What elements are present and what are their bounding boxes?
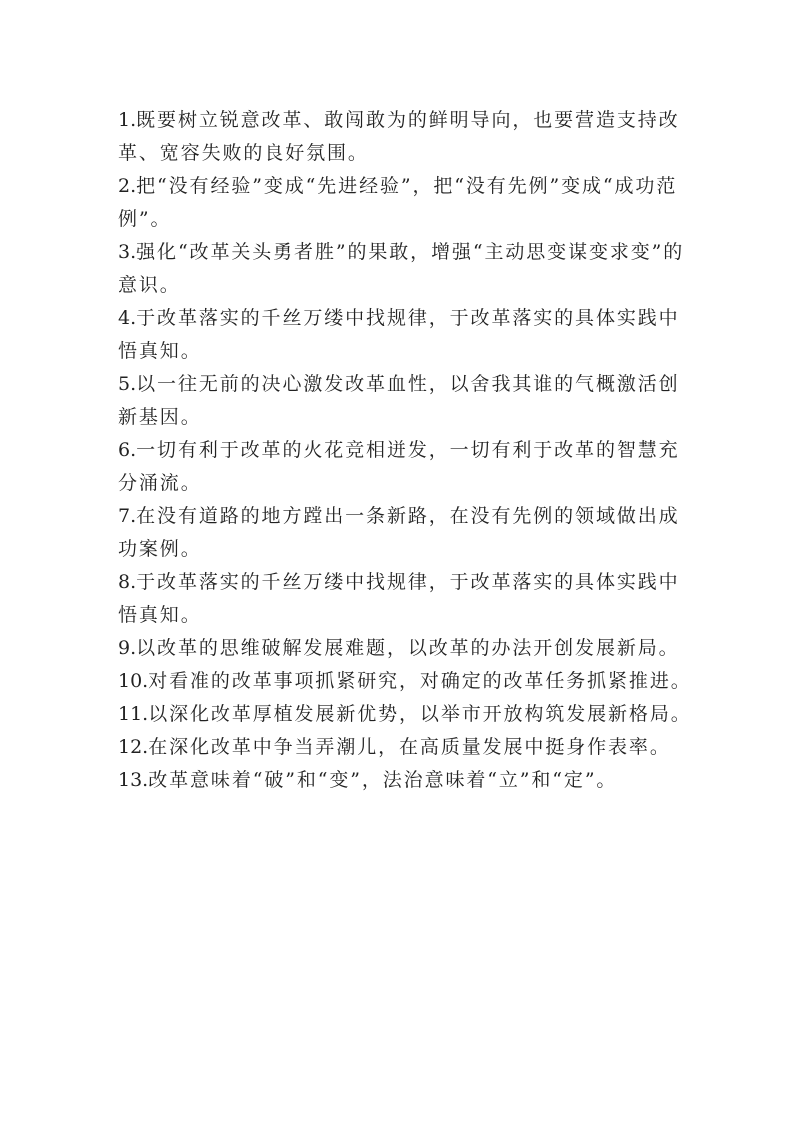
item-number: 2. — [118, 175, 137, 197]
list-item — [118, 632, 693, 665]
item-text: 以改革的思维破解发展难题，以改革的办法开创发展新局。 — [136, 637, 680, 659]
item-text: 在深化改革中争当弄潮儿，在高质量发展中挺身作表率。 — [148, 736, 671, 758]
item-number: 6. — [118, 439, 137, 461]
item-text: 于改革落实的千丝万缕中找规律，于改革落实的具体实践中悟真知。 — [118, 571, 680, 626]
item-text: 于改革落实的千丝万缕中找规律，于改革落实的具体实践中悟真知。 — [118, 307, 680, 362]
item-number: 10. — [118, 670, 149, 692]
item-text: 在没有道路的地方蹚出一条新路，在没有先例的领域做出成功案例。 — [118, 505, 680, 560]
item-number: 8. — [118, 571, 137, 593]
item-number: 12. — [118, 736, 149, 758]
list-item — [118, 731, 693, 764]
item-text: 对看准的改革事项抓紧研究，对确定的改革任务抓紧推进。 — [148, 670, 692, 692]
item-number: 5. — [118, 373, 137, 395]
list-item — [118, 566, 693, 632]
list-item — [118, 698, 693, 731]
item-number: 9. — [118, 637, 137, 659]
item-text: 改革意味着“破”和“变”，法治意味着“立”和“定”。 — [148, 769, 618, 791]
list-item — [118, 500, 693, 566]
item-text: 强化“改革关头勇者胜”的果敢，增强“主动思变谋变求变”的意识。 — [118, 241, 685, 296]
list-item — [118, 764, 693, 797]
item-text: 以深化改革厚植发展新优势，以举市开放构筑发展新格局。 — [148, 703, 692, 725]
list-item — [118, 665, 693, 698]
list-item — [118, 434, 693, 500]
item-text: 把“没有经验”变成“先进经验”，把“没有先例”变成“成功范例”。 — [118, 175, 678, 230]
item-text: 一切有利于改革的火花竞相迸发，一切有利于改革的智慧充分涌流。 — [118, 439, 680, 494]
item-text: 既要树立锐意改革、敢闯敢为的鲜明导向，也要营造支持改革、宽容失败的良好氛围。 — [118, 109, 680, 164]
list-item — [118, 236, 693, 302]
document-body — [118, 104, 693, 797]
list-item — [118, 302, 693, 368]
list-item — [118, 104, 693, 170]
item-text: 以一往无前的决心激发改革血性，以舍我其谁的气概激活创新基因。 — [118, 373, 680, 428]
item-number: 4. — [118, 307, 137, 329]
item-number: 11. — [118, 703, 149, 725]
list-item — [118, 368, 693, 434]
item-number: 7. — [118, 505, 137, 527]
item-number: 13. — [118, 769, 149, 791]
item-number: 3. — [118, 241, 137, 263]
list-item — [118, 170, 693, 236]
item-number: 1. — [118, 109, 137, 131]
